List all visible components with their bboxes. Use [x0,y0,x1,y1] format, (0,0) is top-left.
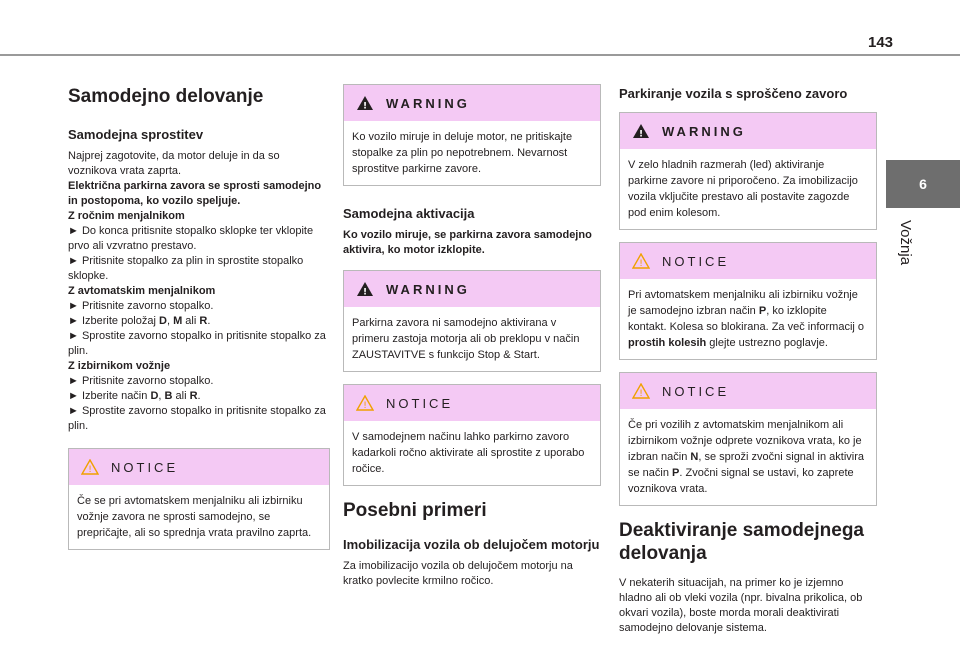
deactivation-title: Deaktiviranje samodejnega delovanja [619,520,864,565]
activation-text: Ko vozilo miruje, se parkirna zavora samodejno aktivira, ko motor izklopite. [343,229,592,257]
svg-text:!: ! [362,287,368,298]
section-title: Samodejno delovanje [68,86,264,107]
epb-release-text: Električna parkirna zavora se sprosti samodejno in postopoma, ko vozilo speljuje. [68,180,322,208]
warning-header [620,113,876,149]
warning-triangle-icon [356,281,374,297]
svg-text:!: ! [638,129,644,140]
auto-step-2: ► Izberite položaj D, M ali R. [68,315,211,328]
notice-title: NOTICE [662,253,730,269]
auto-step-3: ► Sprostite zavorno stopalko in pritisnite stopalko za plin. [68,330,326,358]
warning-header [344,85,600,121]
manual-step-2: ► Pritisnite stopalko za plin in sprostite stopalko sklopke. [68,255,304,283]
deactivation-text: V nekaterih situacijah, na primer ko je izjemno hladno ali ob vleki vozila (npr. bivalna prikolica, ob okvari vozila), boste morda morali deaktivirati samodejno delovanje sistema. [619,576,863,634]
svg-text:!: ! [88,465,92,476]
special-cases-title: Posebni primeri [343,500,487,522]
immobilization-title: Imobilizacija vozila ob delujočem motorju [343,537,600,553]
warning-text: Parkirna zavora ni samodejno aktivirana v primeru zastoja motorja ali ob preklopu v način ZAUSTAVITVE s funkcijo Stop & Start. [352,317,580,362]
free-wheel-link[interactable]: prostih kolesih [628,337,707,350]
notice-title: NOTICE [386,395,454,411]
notice-box-2 [619,372,877,506]
notice-text: Pri avtomatskem menjalniku ali izbirniku vožnje je samodejno izbran način P, ko izklopite kontakt. Kolesa so blokirana. Za več informacij o prostih kolesih glejte ustrezno poglavje. [628,289,865,350]
selector-step-3: ► Sprostite zavorno stopalko in pritisnite stopalko za plin. [68,405,326,433]
manual-heading: Z ročnim menjalnikom [68,210,185,223]
svg-text:!: ! [363,401,367,412]
warning-box-2 [343,270,601,372]
auto-heading: Z avtomatskim menjalnikom [68,285,216,298]
auto-step-1: ► Pritisnite zavorno stopalko. [68,300,214,313]
warning-title: WARNING [386,95,470,111]
notice-header [344,385,600,421]
notice-text: Če se pri avtomatskem menjalniku ali izbirniku vožnje zavora ne sprosti samodejno, se prepričajte, ali so sprednja vrata pravilno zaprta. [77,495,312,540]
chapter-tab[interactable]: 6 [886,160,960,208]
activation-title: Samodejna aktivacija [343,206,475,221]
caution-triangle-icon [356,395,374,411]
manual-step-1: ► Do konca pritisnite stopalko sklopke ter vklopite prvo ali vzvratno prestavo. [68,225,314,253]
selector-heading: Z izbirnikom vožnje [68,360,171,373]
warning-text: V zelo hladnih razmerah (led) aktiviranje parkirne zavore ni priporočeno. Za imobilizacijo vozila vključite prestavo ali postavite zagozde pod enim kolesom. [628,159,858,220]
notice-box [343,384,601,486]
column-1 [68,84,330,562]
notice-text: V samodejnem načinu lahko parkirno zavoro kadarkoli ročno aktivirate ali sprostite z uporabo ročice. [352,431,585,476]
svg-text:!: ! [639,259,643,270]
warning-triangle-icon [356,95,374,111]
warning-box [619,112,877,230]
notice-header [620,373,876,409]
selector-step-2: ► Izberite način D, B ali R. [68,390,201,403]
notice-text: Če pri vozilih z avtomatskim menjalnikom ali izbirnikom vožnje odprete voznikova vrata, ko je izbran način N, se sproži zvočni signal in aktivira se način P. Zvočni signal se ustavi, ko zaprete voznikova vrata. [628,419,865,496]
svg-text:!: ! [362,101,368,111]
warning-triangle-icon [632,123,650,139]
page-number: 143 [868,34,894,51]
caution-triangle-icon [81,459,99,475]
warning-text: Ko vozilo miruje in deluje motor, ne pritiskajte stopalke za plin po nepotrebnem. Nevarnost sprostitve parkirne zavore. [352,131,573,175]
warning-box-1 [343,84,601,186]
svg-text:!: ! [639,389,643,400]
notice-title: NOTICE [111,459,179,475]
immobilization-text: Za imobilizacijo vozila ob delujočem motorju na kratko povlecite krmilno ročico. [343,560,573,588]
header-divider [0,54,960,56]
notice-box-1 [619,242,877,360]
notice-header [620,243,876,279]
notice-box [68,448,330,550]
caution-triangle-icon [632,383,650,399]
column-2 [343,84,601,589]
selector-step-1: ► Pritisnite zavorno stopalko. [68,375,214,388]
intro-text: Najprej zagotovite, da motor deluje in da so voznikova vrata zaprta. [68,150,280,178]
subsection-title: Samodejna sprostitev [68,126,204,142]
chapter-label: Vožnja [897,220,914,266]
warning-title: WARNING [386,281,470,297]
warning-header [344,271,600,307]
caution-triangle-icon [632,253,650,269]
column-3 [619,84,877,636]
notice-title: NOTICE [662,383,730,399]
chapter-label-wrap [892,220,916,280]
parking-title: Parkiranje vozila s sproščeno zavoro [619,86,848,101]
warning-title: WARNING [662,123,746,139]
notice-header [69,449,329,485]
